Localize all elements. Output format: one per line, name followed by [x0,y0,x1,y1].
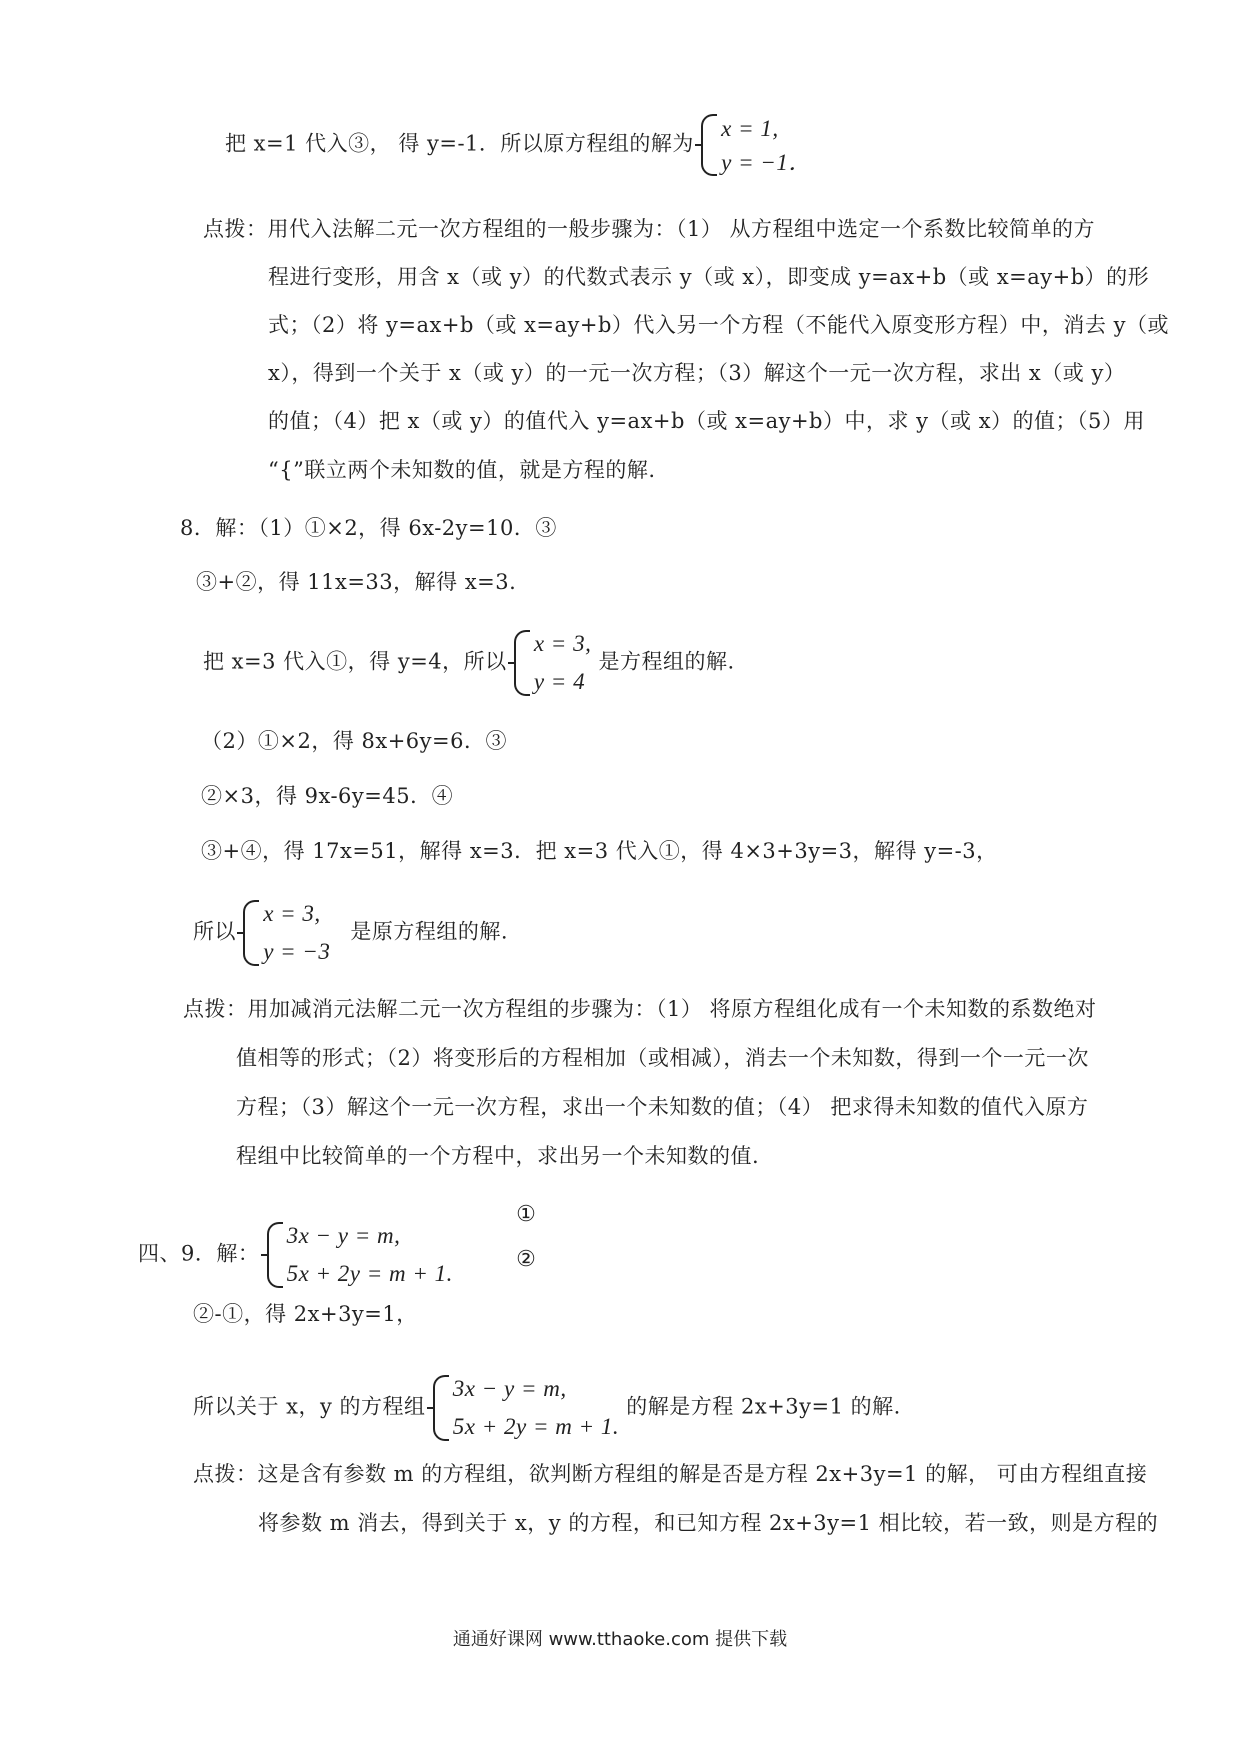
q8-line [203,627,735,699]
note-line: 点拨：用加减消元法解二元一次方程组的步骤为：（1） 将原方程组化成有一个未知数的系数绝对 [183,997,1097,1021]
brace-icon [701,114,717,176]
note-line: “{”联立两个未知数的值，就是方程的解. [268,458,656,482]
equation: 5x + 2y = m + 1. [452,1414,620,1439]
q9-line [138,1219,453,1291]
note-line: 将参数 m 消去，得到关于 x，y 的方程，和已知方程 2x+3y=1 相比较，若一致，则是方程的 [258,1511,1159,1535]
q8-line [193,897,508,969]
note-line: 的值；（4）把 x（或 y）的值代入 y=ax+b（或 x=ay+b）中，求 y（或 x）的值；（5）用 [268,409,1145,433]
equation: 3x − y = m, [286,1223,401,1248]
equation-markers [502,1202,550,1272]
equation: x = 3, [533,631,592,656]
equation-system [514,627,591,699]
note-line: 式；（2）将 y=ax+b（或 x=ay+b）代入另一个方程（不能代入原变形方程）中，消去 y（或 [268,313,1169,337]
solution-line [225,112,812,178]
text: 是方程组的解. [598,649,735,674]
text: 所以 [193,919,236,944]
text: 是原方程组的解. [350,919,509,944]
page-footer: 通通好课网 www.tthaoke.com 提供下载 [452,1629,788,1650]
text: 把 x=1 代入③， 得 y=-1．所以原方程组的解为 [225,131,694,156]
text: 的解是方程 2x+3y=1 的解. [626,1394,901,1419]
q8-line: ③+④，得 17x=51，解得 x=3．把 x=3 代入①，得 4×3+3y=3，解得 y=-3， [201,839,998,863]
note-line: 方程；（3）解这个一元一次方程，求出一个未知数的值；（4） 把求得未知数的值代入原方 [236,1095,1089,1119]
brace-icon [267,1222,283,1288]
equation: y = −3 [263,939,331,964]
brace-icon [243,900,259,966]
note-line: 值相等的形式；（2）将变形后的方程相加（或相减），消去一个未知数，得到一个一元一次 [236,1046,1089,1070]
note-line: 程组中比较简单的一个方程中，求出另一个未知数的值. [236,1144,760,1168]
text: 四、9．解： [138,1241,260,1266]
text: 把 x=3 代入①，得 y=4，所以 [203,649,507,674]
marker: ① [516,1202,536,1227]
equation: y = 4 [533,669,586,694]
q8-line: 8．解：（1）①×2，得 6x-2y=10．③ [180,516,557,540]
brace-icon [514,630,530,696]
equation: x = 3, [263,901,321,926]
equation-system [701,112,812,178]
note-line: x），得到一个关于 x（或 y）的一元一次方程；（3）解这个一元一次方程，求出 x（或 y） [268,361,1126,385]
note-line: 程进行变形，用含 x（或 y）的代数式表示 y（或 x），即变成 y=ax+b（或 x=ay+b）的形 [268,265,1150,289]
equation: y = −1． [721,150,812,175]
equation-system [433,1372,619,1444]
q8-line: ③+②，得 11x=33，解得 x=3. [196,570,517,594]
equation: 3x − y = m, [452,1376,567,1401]
equation: 5x + 2y = m + 1. [286,1261,453,1286]
note-line: 点拨：这是含有参数 m 的方程组，欲判断方程组的解是否是方程 2x+3y=1 的解， 可由方程组直接 [193,1462,1148,1486]
brace-icon [433,1375,449,1441]
q9-line [193,1372,901,1444]
equation-system [267,1219,453,1291]
marker: ② [516,1247,536,1272]
q9-line: ②-①，得 2x+3y=1， [193,1302,418,1326]
q8-line: ②×3，得 9x-6y=45．④ [201,784,454,808]
text: 所以关于 x，y 的方程组 [193,1394,426,1419]
equation: x = 1, [721,116,779,141]
q8-line: （2）①×2，得 8x+6y=6．③ [201,729,507,753]
equation-system [243,897,343,969]
note-line: 点拨：用代入法解二元一次方程组的一般步骤为：（1） 从方程组中选定一个系数比较简单的方 [203,217,1096,241]
